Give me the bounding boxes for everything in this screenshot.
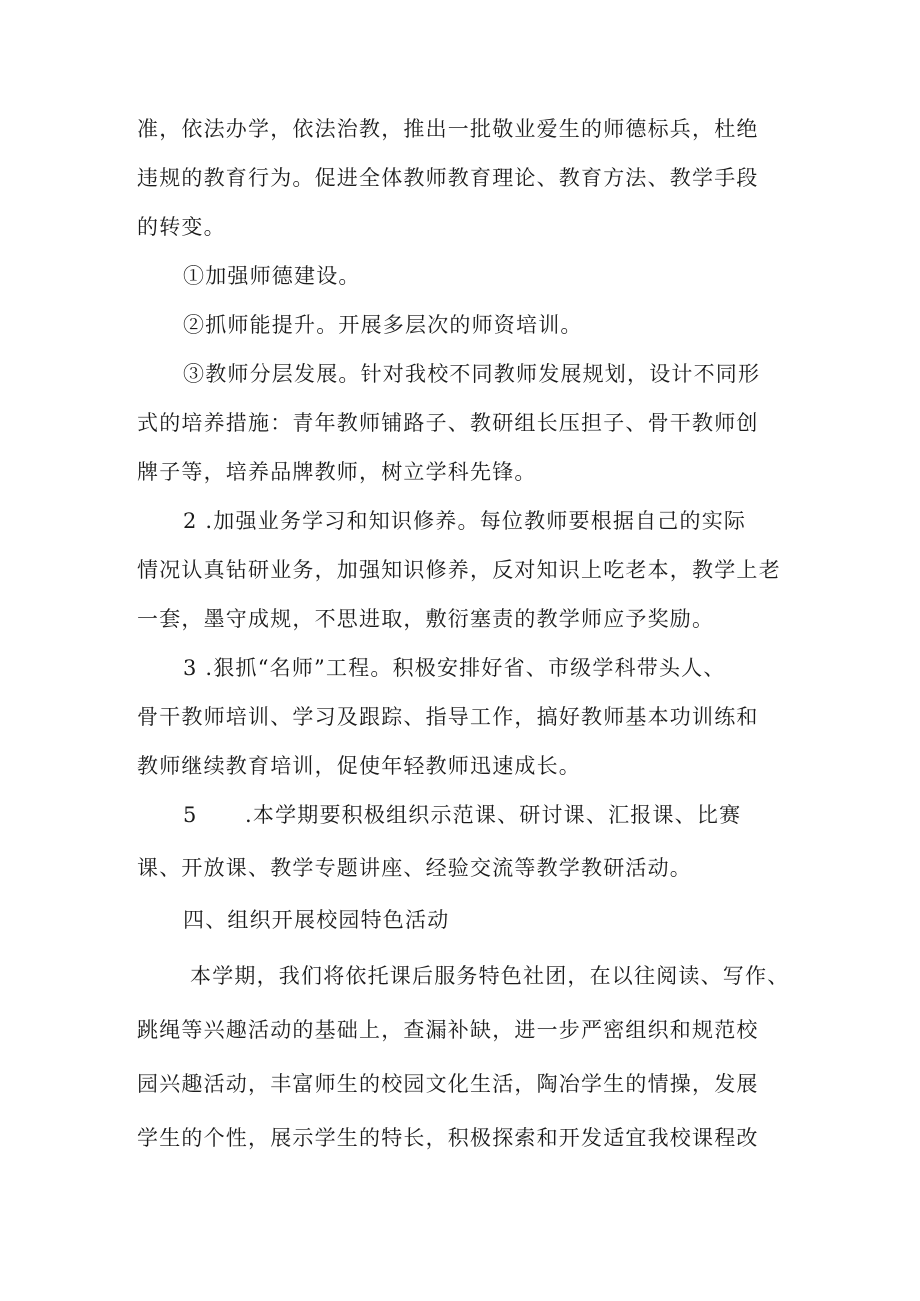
text-line-21: 园兴趣活动，丰富师生的校园文化生活，陶冶学生的情操，发展 [137, 1072, 759, 1096]
item-number-5: 5 [183, 803, 198, 827]
numbered-item-2: 2 .加强业务学习和知识修养。每位教师要根据自己的实际 [183, 509, 747, 533]
section-heading: 四、组织开展校园特色活动 [183, 908, 450, 932]
text-line-1: 准，依法办学，依法治教，推出一批敬业爱生的师德标兵，杜绝 [137, 117, 759, 141]
text-line-8: 牌子等，培养品牌教师，树立学科先锋。 [137, 460, 537, 484]
text-line-10: 情况认真钻研业务，加强知识修养，反对知识上吃老本，教学上老 [137, 558, 781, 582]
text-line-17: 课、开放课、教学专题讲座、经验交流等教学教研活动。 [137, 856, 692, 880]
text-line-7: 式的培养措施：青年教师铺路子、教研组长压担子、骨干教师创 [137, 411, 759, 435]
text-line-20: 跳绳等兴趣活动的基础上，查漏补缺，进一步严密组织和规范校 [137, 1018, 759, 1042]
text-line-3: 的转变。 [137, 215, 226, 239]
text-line-2: 违规的教育行为。促进全体教师教育理论、教育方法、教学手段 [137, 166, 759, 190]
paragraph-intro: 本学期，我们将依托课后服务特色社团，在以往阅读、写作、 [190, 964, 790, 988]
text-line-22: 学生的个性，展示学生的特长，积极探索和开发适宜我校课程改 [137, 1126, 759, 1150]
list-item-2: ②抓师能提升。开展多层次的师资培训。 [183, 313, 583, 337]
text-line-14: 教师继续教育培训，促使年轻教师迅速成长。 [137, 754, 581, 778]
list-item-3: ③教师分层发展。针对我校不同教师发展规划，设计不同形 [183, 362, 761, 386]
text-line-13: 骨干教师培训、学习及跟踪、指导工作，搞好教师基本功训练和 [137, 705, 759, 729]
numbered-item-5: .本学期要积极组织示范课、研讨课、汇报课、比赛 [245, 803, 742, 827]
text-line-11: 一套，墨守成规，不思进取，敷衍塞责的教学师应予奖励。 [137, 607, 715, 631]
numbered-item-3: 3 .狠抓“名师”工程。积极安排好省、市级学科带头人、 [183, 656, 726, 680]
list-item-1: ①加强师德建设。 [183, 264, 361, 288]
